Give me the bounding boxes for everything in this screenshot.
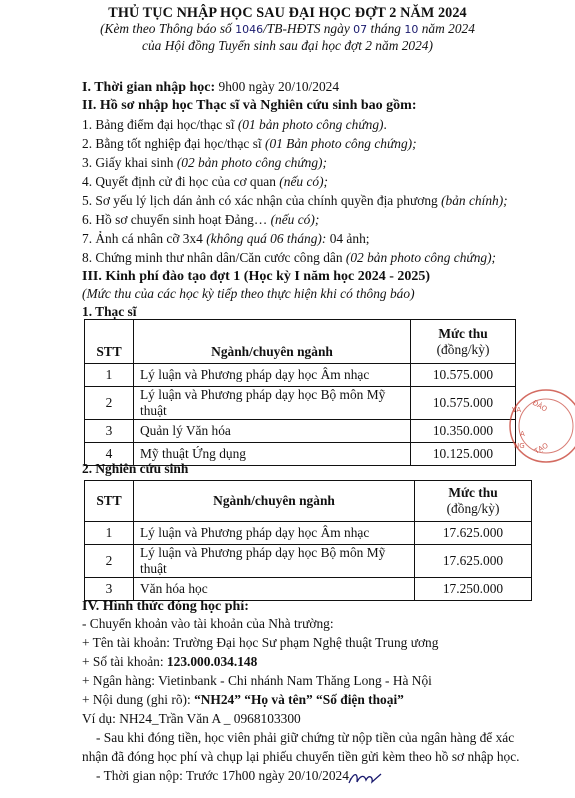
handwritten-number: 1046 <box>235 23 264 36</box>
table-header-row <box>85 481 532 522</box>
list-item-text: 6. Hồ sơ chuyển sinh hoạt Đảng… <box>82 212 271 227</box>
list-item-note: (nếu có); <box>279 174 328 189</box>
masters-heading: 1. Thạc sĩ <box>82 304 137 319</box>
table-row <box>85 387 516 420</box>
section2-heading <box>82 97 416 114</box>
list-item-tail: . <box>383 117 387 132</box>
cell-major: Lý luận và Phương pháp dạy học Bộ môn Mỹ thuật <box>134 545 415 578</box>
list-item-text: 4. Quyết định cử đi học của cơ quan <box>82 174 280 189</box>
subtitle-text-c: tháng <box>370 21 401 36</box>
table-row <box>85 364 516 387</box>
cell-stt: 1 <box>85 364 134 387</box>
svg-text:A: A <box>520 430 525 438</box>
svg-text:ĐÀO: ĐÀO <box>531 398 549 414</box>
list-item <box>82 212 319 228</box>
cell-major: Văn hóa học <box>134 578 415 601</box>
list-item <box>82 250 496 266</box>
header-fee-line2: (đồng/kỳ) <box>436 341 490 357</box>
section4-heading-text: IV. Hình thức đóng học phí: <box>82 599 249 614</box>
list-item-text: 1. Bảng điểm đại học/thạc sĩ <box>82 117 238 132</box>
cell-major: Mỹ thuật Ứng dụng <box>134 443 411 466</box>
cell-major: Quản lý Văn hóa <box>134 420 411 443</box>
list-item-note: (02 bản photo công chứng); <box>345 250 496 265</box>
handwritten-month: 10 <box>404 23 419 36</box>
cell-fee: 17.625.000 <box>415 545 532 578</box>
header-fee-line2: (đồng/kỳ) <box>446 501 500 516</box>
header-fee-line1: Mức thu <box>448 485 498 500</box>
instruction-line1: - Sau khi đóng tiền, học viên phải giữ chứng từ nộp tiền của ngân hàng để xác <box>96 730 515 745</box>
handwritten-day: 07 <box>353 23 368 36</box>
list-item-text: 7. Ảnh cá nhân cỡ 3x4 <box>82 231 207 246</box>
section1-value: 9h00 ngày 20/10/2024 <box>215 79 340 94</box>
list-item-note: (không quá 06 tháng): <box>206 231 327 246</box>
section3-heading <box>82 268 430 285</box>
list-item-tail: 04 ảnh; <box>326 231 370 246</box>
masters-fee-table <box>84 319 516 466</box>
instruction-line2: nhận đã đóng học phí và chụp lại phiếu chuyển tiền gửi kèm theo hồ sơ nhập học. <box>82 749 520 764</box>
header-fee <box>411 320 516 364</box>
cell-stt: 2 <box>85 387 134 420</box>
cell-fee: 10.350.000 <box>411 420 516 443</box>
deadline-line: - Thời gian nộp: Trước 17h00 ngày 20/10/2024. <box>96 768 353 783</box>
cell-major: Lý luận và Phương pháp dạy học Âm nhạc <box>134 522 415 545</box>
cell-major: Lý luận và Phương pháp dạy học Âm nhạc <box>134 364 411 387</box>
document-subtitle-line2: của Hội đồng Tuyển sinh sau đại học đợt 2 năm 2024) <box>142 38 433 53</box>
list-item <box>82 155 327 171</box>
bank-line: + Ngân hàng: Vietinbank - Chi nhánh Nam Thăng Long - Hà Nội <box>82 673 432 688</box>
phd-heading: 2. Nghiên cứu sinh <box>82 461 189 476</box>
list-item <box>82 117 387 133</box>
account-number-label: + Số tài khoản: <box>82 654 167 669</box>
table-row <box>85 545 532 578</box>
cell-fee: 10.125.000 <box>411 443 516 466</box>
list-item-text: 8. Chứng minh thư nhân dân/Căn cước công dân <box>82 250 346 265</box>
list-item <box>82 174 328 190</box>
cell-stt: 4 <box>85 443 134 466</box>
section2-heading-text: II. Hồ sơ nhập học Thạc sĩ và Nghiên cứu sinh bao gồm: <box>82 98 417 113</box>
header-stt: STT <box>85 481 134 522</box>
table-row <box>85 522 532 545</box>
content-line <box>82 692 404 708</box>
cell-fee: 10.575.000 <box>411 364 516 387</box>
content-value: “NH24” “Họ và tên” “Số điện thoại” <box>194 692 404 707</box>
list-item-text: 5. Sơ yếu lý lịch dán ảnh có xác nhận của chính quyền địa phương <box>82 193 442 208</box>
example-line: Ví dụ: NH24_Trần Văn A _ 0968103300 <box>82 711 301 726</box>
document-subtitle-line1 <box>0 21 575 37</box>
list-item-note: (nếu có); <box>270 212 320 227</box>
list-item-note: (02 bản photo công chứng); <box>176 155 327 170</box>
account-number-value: 123.000.034.148 <box>166 654 258 669</box>
section4-heading <box>82 598 249 615</box>
section3-heading-text: III. Kinh phí đào tạo đợt 1 (Học kỳ I năm học 2024 - 2025) <box>82 269 431 284</box>
svg-text:VA: VA <box>512 406 522 414</box>
cell-stt: 1 <box>85 522 134 545</box>
list-item <box>82 136 417 152</box>
cell-stt: 2 <box>85 545 134 578</box>
subtitle-text-d: năm 2024 <box>421 21 475 36</box>
list-item-note: (01 bản photo công chứng) <box>237 117 384 132</box>
content-label: + Nội dung (ghi rõ): <box>82 692 195 707</box>
table-header-row <box>85 320 516 364</box>
cell-fee: 17.250.000 <box>415 578 532 601</box>
phd-fee-table <box>84 480 532 601</box>
header-major: Ngành/chuyên ngành <box>134 320 411 364</box>
svg-text:TẠO: TẠO <box>533 441 550 456</box>
cell-fee: 10.575.000 <box>411 387 516 420</box>
section3-note: (Mức thu của các học kỳ tiếp theo thực hiện khi có thông báo) <box>82 286 415 301</box>
list-item-note: (bản chính); <box>441 193 508 208</box>
account-number-line <box>82 654 257 670</box>
signature-mark <box>346 768 386 790</box>
document-title: THỦ TỤC NHẬP HỌC SAU ĐẠI HỌC ĐỢT 2 NĂM 2024 <box>108 5 467 21</box>
header-fee <box>415 481 532 522</box>
subtitle-text-a: (Kèm theo Thông báo số <box>100 21 232 36</box>
header-major: Ngành/chuyên ngành <box>134 481 415 522</box>
payment-line: - Chuyển khoản vào tài khoản của Nhà trường: <box>82 616 334 631</box>
list-item-text: 3. Giấy khai sinh <box>82 155 177 170</box>
seal-stamp <box>506 386 575 466</box>
header-fee-line1: Mức thu <box>438 325 488 341</box>
header-stt: STT <box>85 320 134 364</box>
cell-major: Lý luận và Phương pháp dạy học Bộ môn Mỹ thuật <box>134 387 411 420</box>
account-name-line: + Tên tài khoản: Trường Đại học Sư phạm Nghệ thuật Trung ương <box>82 635 439 650</box>
svg-text:NG: NG <box>514 442 525 450</box>
subtitle-text-b: /TB-HĐTS ngày <box>263 21 350 36</box>
table-row <box>85 420 516 443</box>
list-item-note: (01 Bản photo công chứng); <box>264 136 417 151</box>
cell-stt: 3 <box>85 578 134 601</box>
cell-fee: 17.625.000 <box>415 522 532 545</box>
list-item <box>82 231 369 247</box>
list-item <box>82 193 508 209</box>
cell-stt: 3 <box>85 420 134 443</box>
section1-line <box>82 79 339 96</box>
list-item-text: 2. Bằng tốt nghiệp đại học/thạc sĩ <box>82 136 265 151</box>
section1-heading: I. Thời gian nhập học: <box>82 80 216 95</box>
